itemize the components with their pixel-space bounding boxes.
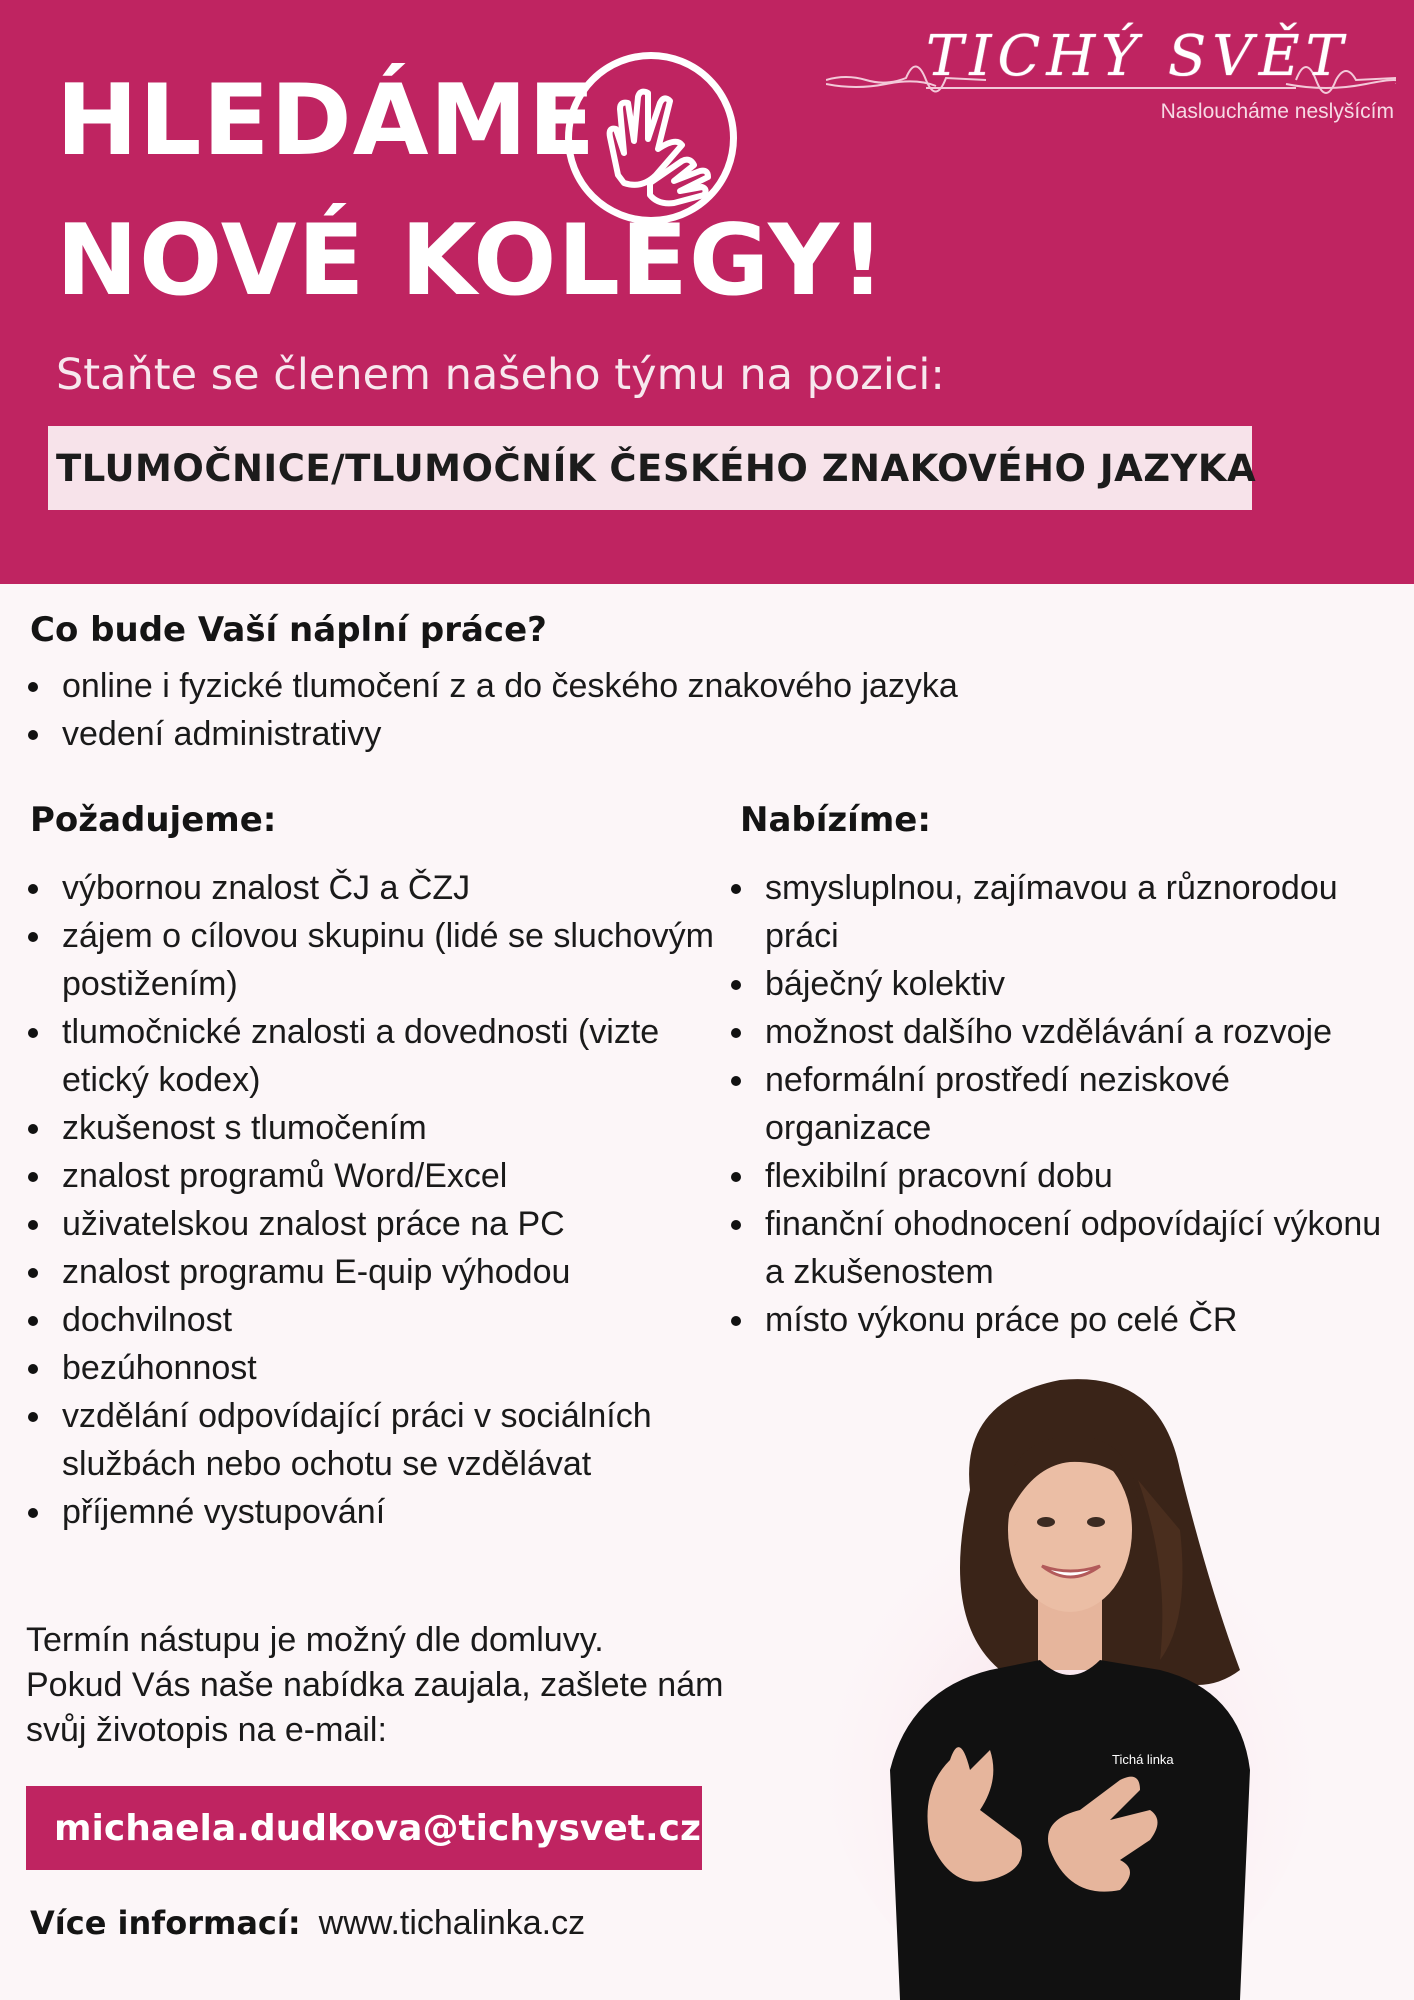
logo-wordmark: TICHÝ SVĚT <box>926 24 1349 89</box>
requirements-list <box>25 864 725 1536</box>
position-title: TLUMOČNICE/TLUMOČNÍK ČESKÉHO ZNAKOVÉHO JAZYKA <box>56 446 1257 490</box>
list-item: vedení administrativy <box>25 710 1325 758</box>
duties-title: Co bude Vaší náplní práce? <box>30 610 547 650</box>
list-item: zkušenost s tlumočením <box>25 1104 725 1152</box>
list-item: smysluplnou, zajímavou a různorodou práci <box>728 864 1388 960</box>
email-address[interactable]: michaela.dudkova@tichysvet.cz <box>54 1807 701 1849</box>
list-item: báječný kolektiv <box>728 960 1388 1008</box>
duties-list <box>25 662 1325 758</box>
requirements-title: Požadujeme: <box>30 800 277 840</box>
email-button[interactable] <box>26 1786 702 1870</box>
list-item: neformální prostředí neziskové organizace <box>728 1056 1388 1152</box>
list-item: výbornou znalost ČJ a ČZJ <box>25 864 725 912</box>
list-item: uživatelskou znalost práce na PC <box>25 1200 725 1248</box>
headline-line-1: HLEDÁME <box>56 64 597 178</box>
headline-line-2: NOVÉ KOLEGY! <box>56 204 886 318</box>
tichy-svet-logo <box>826 14 1396 124</box>
more-info <box>30 1904 585 1943</box>
list-item: finanční ohodnocení odpovídající výkonu a zkušenostem <box>728 1200 1388 1296</box>
list-item: zájem o cílovou skupinu (lidé se sluchovým postižením) <box>25 912 725 1008</box>
list-item: online i fyzické tlumočení z a do českého znakového jazyka <box>25 662 1325 710</box>
list-item: dochvilnost <box>25 1296 725 1344</box>
closing-line: svůj životopis na e-mail: <box>26 1711 387 1749</box>
website-link[interactable]: www.tichalinka.cz <box>318 1904 586 1942</box>
closing-line: Pokud Vás naše nabídka zaujala, zašlete nám <box>26 1666 724 1704</box>
offer-list <box>728 864 1388 1344</box>
list-item: vzdělání odpovídající práci v sociálních službách nebo ochotu se vzdělávat <box>25 1392 725 1488</box>
offer-title: Nabízíme: <box>740 800 931 840</box>
list-item: místo výkonu práce po celé ČR <box>728 1296 1388 1344</box>
shirt-logo-text: Tichá linka <box>1112 1752 1174 1767</box>
sign-language-hands-icon <box>565 52 737 224</box>
closing-paragraph <box>26 1618 786 1753</box>
list-item: znalost programu E-quip výhodou <box>25 1248 725 1296</box>
list-item: bezúhonnost <box>25 1344 725 1392</box>
list-item: flexibilní pracovní dobu <box>728 1152 1388 1200</box>
list-item: znalost programů Word/Excel <box>25 1152 725 1200</box>
list-item: tlumočnické znalosti a dovednosti (vizte etický kodex) <box>25 1008 725 1104</box>
list-item: příjemné vystupování <box>25 1488 725 1536</box>
closing-line: Termín nástupu je možný dle domluvy. <box>26 1621 604 1659</box>
position-badge <box>48 426 1257 510</box>
list-item: možnost dalšího vzdělávání a rozvoje <box>728 1008 1388 1056</box>
interpreter-photo <box>820 1370 1320 2000</box>
logo-tagline: Nasloucháme neslyšícím <box>1160 100 1394 123</box>
more-info-label: Více informací: <box>30 1904 301 1942</box>
header-banner <box>0 0 1414 584</box>
subtitle: Staňte se členem našeho týmu na pozici: <box>56 350 945 400</box>
